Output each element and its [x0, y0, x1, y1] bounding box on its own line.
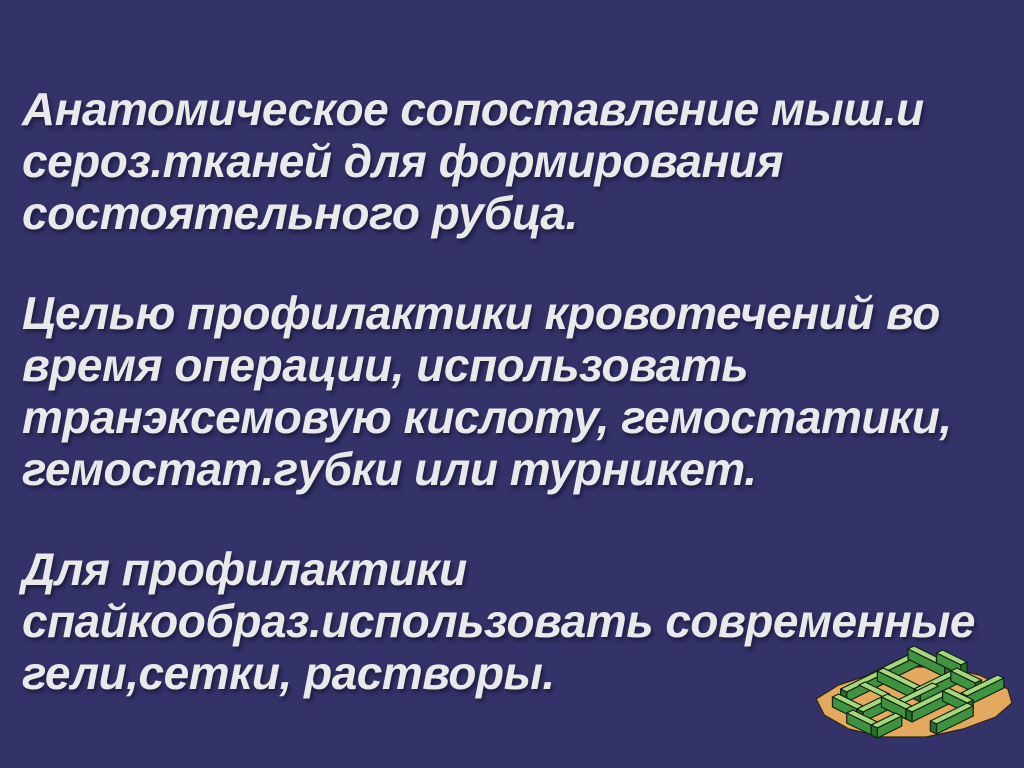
- text-line: спайкообраз.использовать современные: [22, 595, 976, 647]
- text-line: состоятельного рубца.: [22, 187, 578, 239]
- text-line: гемостат.губки или турникет.: [22, 443, 757, 495]
- paragraph-bleeding-prevention: [22, 287, 1014, 495]
- text-line: транэксемовую кислоту, гемостатики,: [22, 391, 952, 443]
- slide-text-block: [22, 83, 1014, 699]
- paragraph-anatomical-comparison: [22, 83, 1014, 239]
- text-line: Целью профилактики кровотечений во: [22, 287, 940, 339]
- maze-icon: [810, 641, 1014, 741]
- text-line: сероз.тканей для формирования: [22, 135, 783, 187]
- text-line: Для профилактики: [22, 543, 467, 595]
- text-line: Анатомическое сопоставление мыш.и: [22, 83, 924, 135]
- maze-clipart-image: [810, 641, 1014, 741]
- text-line: время операции, использовать: [22, 339, 749, 391]
- text-line: гели,сетки, растворы.: [22, 647, 555, 699]
